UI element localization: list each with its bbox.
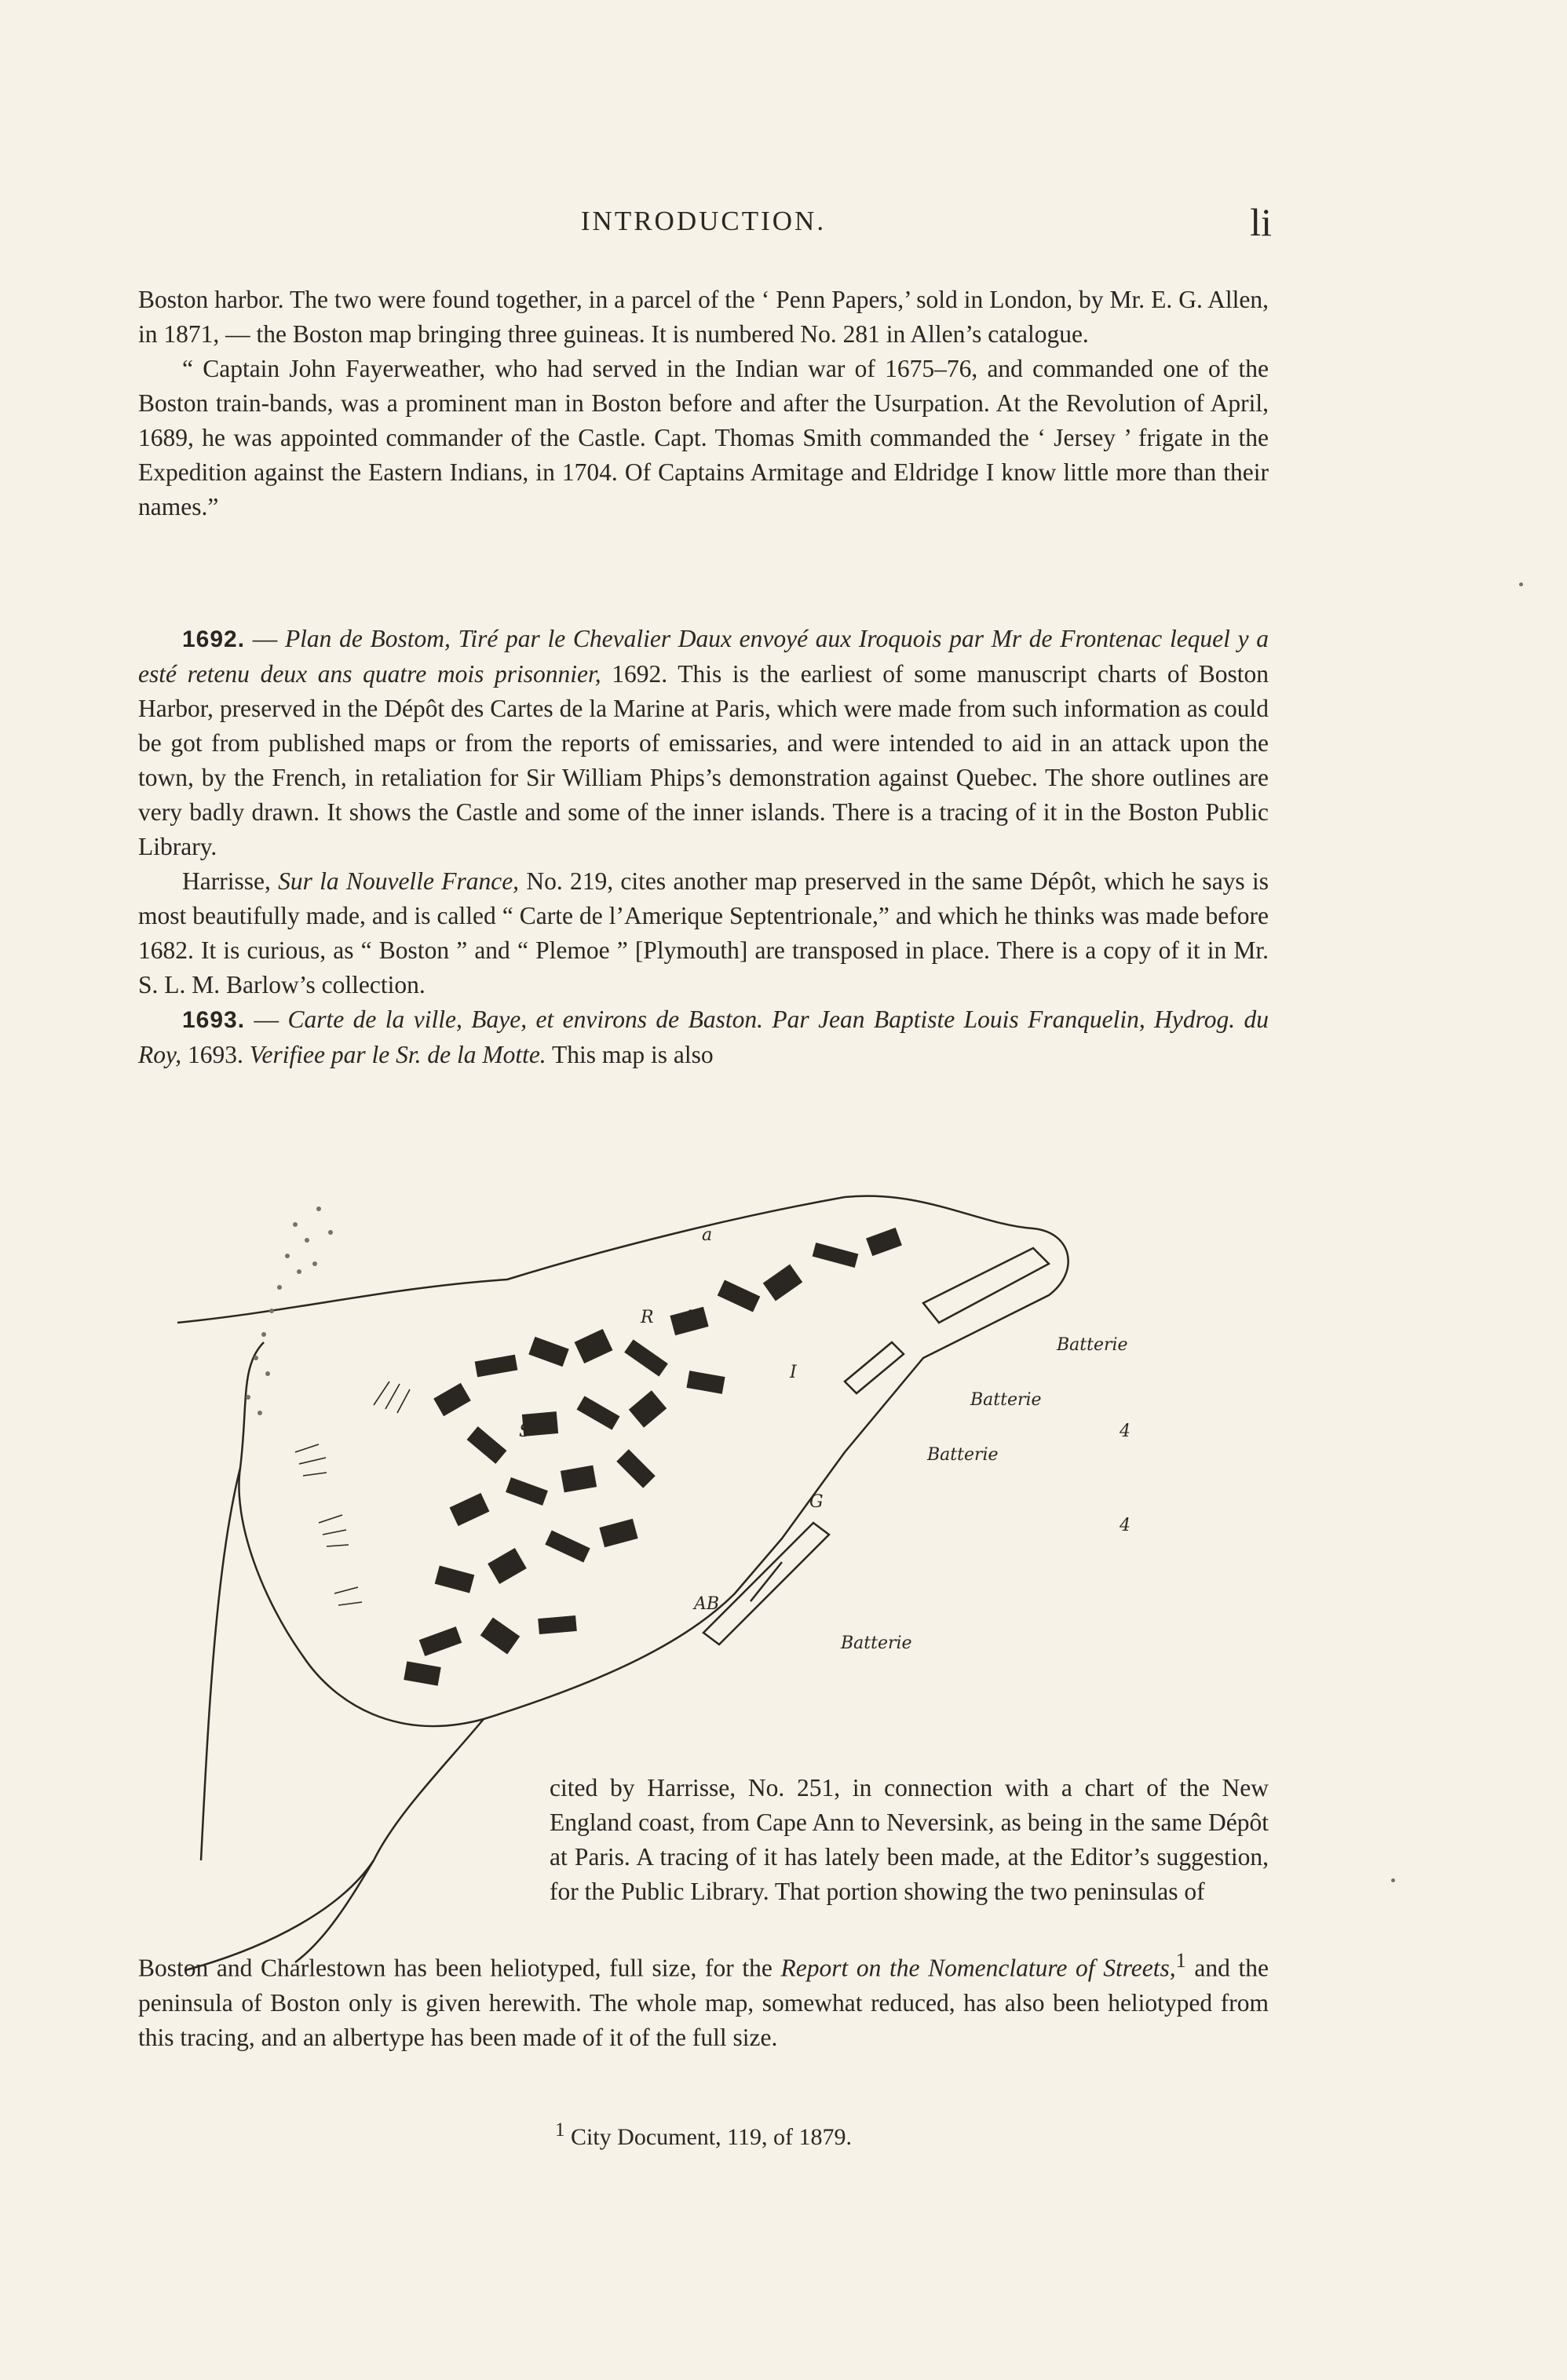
map-label-batterie-4: Batterie bbox=[841, 1634, 912, 1653]
footnote-mark: 1 bbox=[554, 2119, 565, 2141]
paper-speck bbox=[1391, 1878, 1395, 1882]
hill-hachures bbox=[295, 1382, 410, 1605]
footnote-ref: 1 bbox=[1175, 1949, 1186, 1972]
paragraph-fayerweather-quote: “ Captain John Fayerweather, who had served in the Indian war of 1675–76, and commanded one of the Boston train-bands, was a prominent man in Boston before and after the Usurpation. At the Revolution of April, 1689, he was appointed commander of the Castle. Capt. Thomas Smith commanded the ‘ Jersey ’ frigate in the Expedition against the Eastern Indians, in 1704. Of Captains Armitage and Eldridge I know little more than their names.” bbox=[138, 355, 1269, 520]
wharf-2 bbox=[845, 1342, 904, 1393]
heliotyped-lead: Boston and Charlestown has been heliotyped, full size, for the bbox=[138, 1954, 781, 1982]
paper-speck bbox=[1519, 582, 1523, 586]
entry-dash: — bbox=[245, 1006, 288, 1033]
map-label-r: R bbox=[641, 1308, 654, 1327]
entry-date: 1693. bbox=[181, 1041, 250, 1068]
map-label-ab: AB bbox=[694, 1594, 720, 1614]
wharf-3 bbox=[703, 1523, 829, 1644]
page-number: li bbox=[1250, 200, 1272, 244]
entry-1693 bbox=[138, 1002, 1269, 1072]
text-block-top bbox=[138, 283, 1269, 524]
running-head-title: INTRODUCTION. bbox=[580, 206, 827, 236]
map-label-t: T bbox=[688, 1308, 699, 1327]
town-blocks bbox=[404, 1228, 902, 1686]
text-block-wrapped bbox=[550, 1771, 1269, 1909]
paragraph-harrisse bbox=[138, 864, 1269, 1002]
report-title: Report on the Nomenclature of Streets, bbox=[780, 1954, 1176, 1982]
heliotyped-text: and the peninsula of Boston only is given herewith. The whole map, somewhat reduced, has also been heliotyped from this tracing, and an albertype has been made of it of the full size. bbox=[138, 1954, 1269, 2051]
running-head bbox=[138, 200, 1272, 245]
harrisse-text: No. 219, cites another map preserved in the same Dépôt, which he says is most beautifully made, and is called “ Carte de l’Amerique Septentrionale,” and which he thinks was made before 1682. It is curious, as “ Boston ” and “ Plemoe ” [Plymouth] are transposed in place. There is a copy of it in Mr. S. L. M. Barlow’s collection. bbox=[138, 867, 1269, 998]
stippled-shoals bbox=[246, 1206, 333, 1415]
entry-dash: — bbox=[245, 625, 285, 652]
text-block-entries bbox=[138, 622, 1269, 1072]
map-label-batterie-1: Batterie bbox=[1057, 1335, 1128, 1355]
entry-text: This map is also bbox=[546, 1041, 714, 1068]
harrisse-title: Sur la Nouvelle France, bbox=[278, 867, 520, 895]
map-label-four-2: 4 bbox=[1120, 1516, 1131, 1535]
neck-road bbox=[295, 1719, 484, 1962]
entry-text: 1692. This is the earliest of some manuscript charts of Boston Harbor, preserved in the Dépôt des Cartes de la Marine at Paris, which were made from such information as could be got from published maps or from the reports of emissaries, and were intended to aid in an attack upon the town, by the French, in retaliation for Sir William Phips’s demonstration against Quebec. The shore outlines are very badly drawn. It shows the Castle and some of the inner islands. There is a tracing of it in the Boston Public Library. bbox=[138, 660, 1269, 860]
harrisse-lead: Harrisse, bbox=[182, 867, 279, 895]
map-label-g: G bbox=[809, 1492, 824, 1512]
wharf-1 bbox=[923, 1248, 1049, 1323]
map-label-s: S bbox=[519, 1422, 531, 1441]
footnote bbox=[138, 2119, 1269, 2151]
map-label-four-1: 4 bbox=[1120, 1422, 1131, 1441]
map-label-a: a bbox=[702, 1225, 713, 1245]
map-label-i: I bbox=[790, 1363, 797, 1382]
map-label-batterie-3: Batterie bbox=[927, 1445, 999, 1465]
map-label-batterie-2: Batterie bbox=[970, 1390, 1042, 1410]
entry-year: 1692. bbox=[182, 626, 246, 652]
entry-1692 bbox=[138, 622, 1269, 864]
paragraph-continuation: cited by Harrisse, No. 251, in connection with a chart of the New England coast, from Cape Ann to Neversink, as being in the same Dépôt at Paris. A tracing of it has lately been made, at the Editor’s suggestion, for the Public Library. That portion showing the two peninsulas of bbox=[550, 1774, 1269, 1905]
paragraph-boston-harbor: Boston harbor. The two were found together, in a parcel of the ‘ Penn Papers,’ sold in London, by Mr. E. G. Allen, in 1871, — the Boston map bringing three guineas. It is numbered No. 281 in Allen’s catalogue. bbox=[138, 286, 1269, 348]
entry-year: 1693. bbox=[182, 1007, 246, 1033]
paragraph-heliotyped bbox=[138, 1944, 1269, 2055]
footnote-text: City Document, 119, of 1879. bbox=[564, 2124, 853, 2150]
entry-title: Plan de Bostom, Tiré par le Chevalier Daux envoyé aux Iroquois par Mr de Frontenac lequel y a esté retenu deux ans quatre mois prisonnier, bbox=[138, 625, 1269, 688]
text-block-bottom bbox=[138, 1944, 1269, 2055]
entry-title-verified: Verifiee par le Sr. de la Motte. bbox=[249, 1041, 546, 1068]
entry-title: Carte de la ville, Baye, et environs de Baston. Par Jean Baptiste Louis Franquelin, Hydrog. du Roy, bbox=[138, 1006, 1269, 1068]
harbor-edge bbox=[201, 1468, 240, 1860]
